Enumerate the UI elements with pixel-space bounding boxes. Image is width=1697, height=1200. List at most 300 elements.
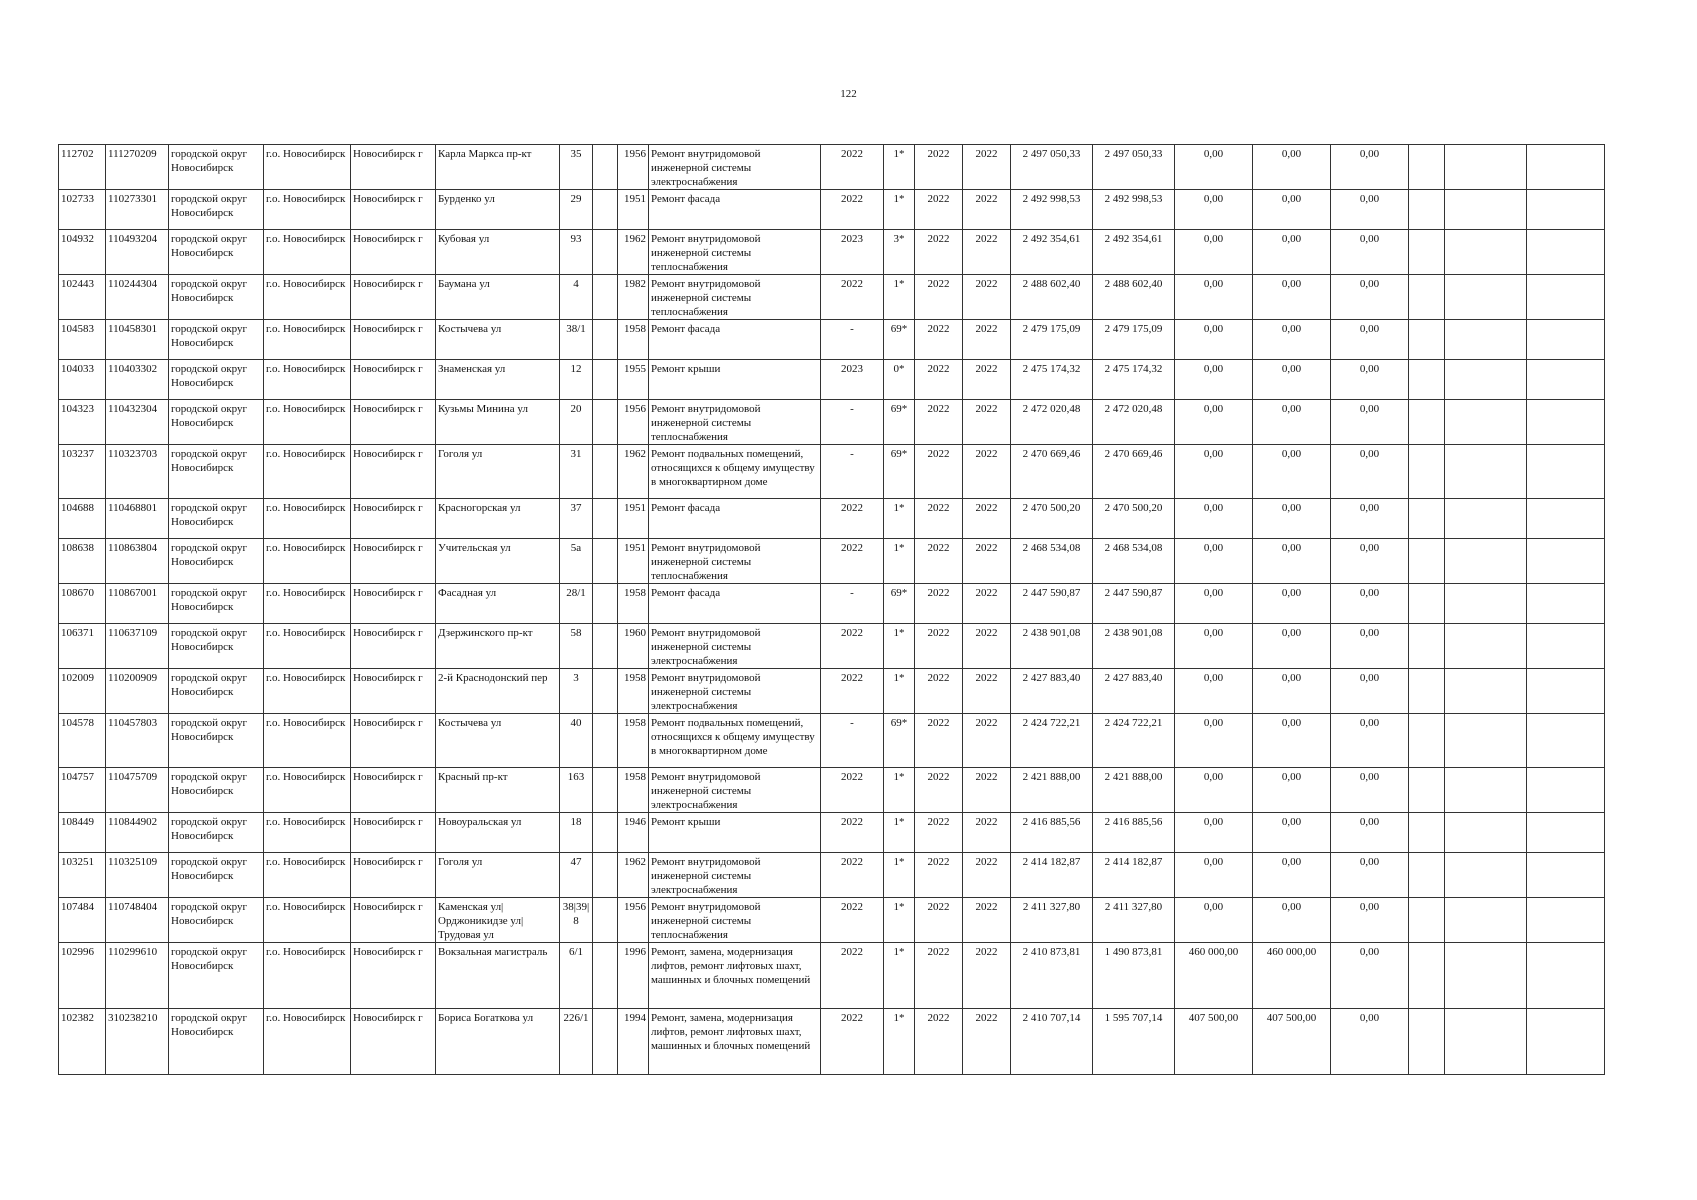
cell-house-code: 110432304 [106, 400, 169, 445]
cell-house-code: 110844902 [106, 813, 169, 853]
cell-work-type: Ремонт внутридомовой инженерной системы теплоснабжения [649, 898, 821, 943]
cell-extra-1 [1409, 853, 1445, 898]
cell-plan-year: - [821, 714, 884, 768]
cell-municipality: городской округ Новосибирск [169, 853, 264, 898]
cell-city-district: г.о. Новосибирск [264, 320, 351, 360]
cell-municipality: городской округ Новосибирск [169, 624, 264, 669]
cell-start-year: 2022 [915, 230, 963, 275]
cell-plan-year: 2022 [821, 813, 884, 853]
cell-total-cost: 2 411 327,80 [1011, 898, 1093, 943]
cell-cost-source-1: 2 492 998,53 [1093, 190, 1175, 230]
cell-locality: Новосибирск г [351, 624, 436, 669]
cell-building [593, 400, 618, 445]
cell-build-year: 1951 [618, 539, 649, 584]
cell-cost-source-4: 0,00 [1331, 400, 1409, 445]
cell-city-district: г.о. Новосибирск [264, 669, 351, 714]
cell-work-type: Ремонт, замена, модернизация лифтов, ремонт лифтовых шахт, машинных и блочных помещений [649, 943, 821, 1009]
cell-house-number: 38/1 [560, 320, 593, 360]
cell-cost-source-2: 460 000,00 [1175, 943, 1253, 1009]
cell-start-year: 2022 [915, 669, 963, 714]
cell-extra-3 [1527, 853, 1605, 898]
cell-street: Гоголя ул [436, 445, 560, 499]
cell-cost-source-3: 0,00 [1253, 768, 1331, 813]
cell-locality: Новосибирск г [351, 714, 436, 768]
cell-extra-3 [1527, 584, 1605, 624]
cell-cost-source-2: 0,00 [1175, 499, 1253, 539]
cell-house-number: 40 [560, 714, 593, 768]
cell-cost-source-3: 0,00 [1253, 499, 1331, 539]
cell-extra-2 [1445, 898, 1527, 943]
cell-extra-2 [1445, 360, 1527, 400]
cell-cost-source-4: 0,00 [1331, 539, 1409, 584]
cell-cost-source-2: 0,00 [1175, 230, 1253, 275]
cell-total-cost: 2 447 590,87 [1011, 584, 1093, 624]
cell-cost-source-3: 0,00 [1253, 898, 1331, 943]
cell-build-year: 1982 [618, 275, 649, 320]
cell-extra-2 [1445, 539, 1527, 584]
cell-priority: 69* [884, 445, 915, 499]
cell-building [593, 320, 618, 360]
cell-extra-2 [1445, 445, 1527, 499]
cell-street: Вокзальная магистраль [436, 943, 560, 1009]
cell-plan-year: 2022 [821, 768, 884, 813]
cell-municipality: городской округ Новосибирск [169, 275, 264, 320]
cell-plan-year: 2022 [821, 853, 884, 898]
cell-city-district: г.о. Новосибирск [264, 539, 351, 584]
cell-extra-1 [1409, 445, 1445, 499]
cell-cost-source-3: 0,00 [1253, 853, 1331, 898]
cell-plan-year: - [821, 320, 884, 360]
cell-cost-source-1: 2 470 669,46 [1093, 445, 1175, 499]
cell-extra-3 [1527, 320, 1605, 360]
cell-work-type: Ремонт подвальных помещений, относящихся к общему имуществу в многоквартирном доме [649, 445, 821, 499]
cell-record-id: 108449 [59, 813, 106, 853]
cell-building [593, 714, 618, 768]
cell-record-id: 104578 [59, 714, 106, 768]
cell-extra-3 [1527, 813, 1605, 853]
cell-city-district: г.о. Новосибирск [264, 943, 351, 1009]
cell-extra-2 [1445, 230, 1527, 275]
cell-house-code: 110457803 [106, 714, 169, 768]
cell-priority: 1* [884, 1009, 915, 1075]
cell-end-year: 2022 [963, 714, 1011, 768]
cell-building [593, 360, 618, 400]
cell-cost-source-2: 0,00 [1175, 714, 1253, 768]
cell-municipality: городской округ Новосибирск [169, 1009, 264, 1075]
cell-municipality: городской округ Новосибирск [169, 499, 264, 539]
cell-record-id: 108670 [59, 584, 106, 624]
cell-total-cost: 2 470 669,46 [1011, 445, 1093, 499]
cell-city-district: г.о. Новосибирск [264, 145, 351, 190]
cell-extra-3 [1527, 275, 1605, 320]
cell-cost-source-2: 0,00 [1175, 400, 1253, 445]
cell-start-year: 2022 [915, 853, 963, 898]
cell-building [593, 853, 618, 898]
cell-start-year: 2022 [915, 499, 963, 539]
cell-cost-source-3: 0,00 [1253, 669, 1331, 714]
cell-record-id: 104033 [59, 360, 106, 400]
table-row [59, 400, 1605, 445]
cell-city-district: г.о. Новосибирск [264, 714, 351, 768]
cell-cost-source-4: 0,00 [1331, 145, 1409, 190]
cell-house-code: 110273301 [106, 190, 169, 230]
cell-cost-source-3: 460 000,00 [1253, 943, 1331, 1009]
cell-city-district: г.о. Новосибирск [264, 400, 351, 445]
cell-city-district: г.о. Новосибирск [264, 190, 351, 230]
cell-end-year: 2022 [963, 624, 1011, 669]
cell-city-district: г.о. Новосибирск [264, 813, 351, 853]
cell-cost-source-4: 0,00 [1331, 853, 1409, 898]
cell-cost-source-2: 0,00 [1175, 813, 1253, 853]
cell-record-id: 104688 [59, 499, 106, 539]
cell-extra-1 [1409, 275, 1445, 320]
cell-municipality: городской округ Новосибирск [169, 669, 264, 714]
cell-municipality: городской округ Новосибирск [169, 360, 264, 400]
cell-cost-source-3: 0,00 [1253, 190, 1331, 230]
cell-cost-source-3: 0,00 [1253, 400, 1331, 445]
cell-street: Костычева ул [436, 320, 560, 360]
cell-house-code: 110493204 [106, 230, 169, 275]
cell-extra-3 [1527, 624, 1605, 669]
cell-cost-source-3: 0,00 [1253, 584, 1331, 624]
cell-municipality: городской округ Новосибирск [169, 445, 264, 499]
cell-city-district: г.о. Новосибирск [264, 768, 351, 813]
cell-locality: Новосибирск г [351, 1009, 436, 1075]
cell-end-year: 2022 [963, 499, 1011, 539]
cell-end-year: 2022 [963, 813, 1011, 853]
cell-plan-year: 2022 [821, 624, 884, 669]
cell-record-id: 103251 [59, 853, 106, 898]
cell-locality: Новосибирск г [351, 445, 436, 499]
cell-extra-1 [1409, 400, 1445, 445]
cell-cost-source-3: 407 500,00 [1253, 1009, 1331, 1075]
cell-total-cost: 2 470 500,20 [1011, 499, 1093, 539]
cell-city-district: г.о. Новосибирск [264, 898, 351, 943]
cell-locality: Новосибирск г [351, 145, 436, 190]
cell-end-year: 2022 [963, 275, 1011, 320]
cell-total-cost: 2 479 175,09 [1011, 320, 1093, 360]
cell-cost-source-4: 0,00 [1331, 943, 1409, 1009]
cell-extra-3 [1527, 445, 1605, 499]
cell-cost-source-1: 2 475 174,32 [1093, 360, 1175, 400]
cell-locality: Новосибирск г [351, 813, 436, 853]
cell-house-code: 110403302 [106, 360, 169, 400]
cell-plan-year: 2022 [821, 145, 884, 190]
cell-build-year: 1956 [618, 400, 649, 445]
cell-building [593, 445, 618, 499]
cell-record-id: 102996 [59, 943, 106, 1009]
cell-work-type: Ремонт внутридомовой инженерной системы теплоснабжения [649, 230, 821, 275]
cell-cost-source-4: 0,00 [1331, 320, 1409, 360]
cell-cost-source-3: 0,00 [1253, 539, 1331, 584]
cell-extra-2 [1445, 624, 1527, 669]
cell-house-code: 110863804 [106, 539, 169, 584]
cell-extra-3 [1527, 539, 1605, 584]
cell-start-year: 2022 [915, 584, 963, 624]
cell-cost-source-1: 2 427 883,40 [1093, 669, 1175, 714]
cell-locality: Новосибирск г [351, 943, 436, 1009]
cell-plan-year: 2022 [821, 499, 884, 539]
cell-house-number: 93 [560, 230, 593, 275]
cell-extra-1 [1409, 943, 1445, 1009]
cell-locality: Новосибирск г [351, 669, 436, 714]
cell-cost-source-2: 0,00 [1175, 539, 1253, 584]
cell-cost-source-3: 0,00 [1253, 230, 1331, 275]
cell-cost-source-4: 0,00 [1331, 445, 1409, 499]
cell-priority: 1* [884, 145, 915, 190]
cell-extra-3 [1527, 714, 1605, 768]
cell-house-number: 47 [560, 853, 593, 898]
cell-start-year: 2022 [915, 190, 963, 230]
cell-building [593, 943, 618, 1009]
cell-street: Знаменская ул [436, 360, 560, 400]
cell-build-year: 1956 [618, 145, 649, 190]
cell-building [593, 275, 618, 320]
table-row [59, 190, 1605, 230]
cell-work-type: Ремонт фасада [649, 190, 821, 230]
cell-start-year: 2022 [915, 145, 963, 190]
cell-extra-3 [1527, 768, 1605, 813]
cell-house-code: 111270209 [106, 145, 169, 190]
cell-end-year: 2022 [963, 320, 1011, 360]
cell-end-year: 2022 [963, 1009, 1011, 1075]
cell-house-code: 110323703 [106, 445, 169, 499]
cell-cost-source-2: 0,00 [1175, 145, 1253, 190]
cell-cost-source-1: 1 595 707,14 [1093, 1009, 1175, 1075]
cell-cost-source-4: 0,00 [1331, 669, 1409, 714]
cell-priority: 1* [884, 190, 915, 230]
cell-street: Красногорская ул [436, 499, 560, 539]
cell-record-id: 112702 [59, 145, 106, 190]
cell-extra-2 [1445, 943, 1527, 1009]
cell-house-number: 58 [560, 624, 593, 669]
cell-extra-1 [1409, 813, 1445, 853]
cell-start-year: 2022 [915, 539, 963, 584]
cell-extra-1 [1409, 669, 1445, 714]
table-row [59, 230, 1605, 275]
cell-start-year: 2022 [915, 445, 963, 499]
cell-cost-source-1: 2 414 182,87 [1093, 853, 1175, 898]
cell-cost-source-2: 0,00 [1175, 853, 1253, 898]
cell-building [593, 768, 618, 813]
cell-work-type: Ремонт фасада [649, 584, 821, 624]
cell-extra-1 [1409, 320, 1445, 360]
cell-start-year: 2022 [915, 898, 963, 943]
cell-plan-year: 2022 [821, 1009, 884, 1075]
cell-build-year: 1996 [618, 943, 649, 1009]
table-body [59, 145, 1605, 1075]
cell-extra-1 [1409, 145, 1445, 190]
cell-work-type: Ремонт внутридомовой инженерной системы электроснабжения [649, 768, 821, 813]
cell-house-number: 31 [560, 445, 593, 499]
cell-extra-2 [1445, 669, 1527, 714]
cell-total-cost: 2 492 354,61 [1011, 230, 1093, 275]
cell-cost-source-3: 0,00 [1253, 714, 1331, 768]
cell-house-code: 110244304 [106, 275, 169, 320]
cell-build-year: 1962 [618, 445, 649, 499]
cell-municipality: городской округ Новосибирск [169, 539, 264, 584]
cell-build-year: 1960 [618, 624, 649, 669]
cell-extra-1 [1409, 499, 1445, 539]
cell-city-district: г.о. Новосибирск [264, 275, 351, 320]
cell-extra-2 [1445, 1009, 1527, 1075]
cell-priority: 1* [884, 853, 915, 898]
cell-total-cost: 2 438 901,08 [1011, 624, 1093, 669]
cell-extra-1 [1409, 714, 1445, 768]
cell-cost-source-4: 0,00 [1331, 499, 1409, 539]
table-row [59, 539, 1605, 584]
cell-build-year: 1962 [618, 230, 649, 275]
cell-work-type: Ремонт внутридомовой инженерной системы электроснабжения [649, 624, 821, 669]
repair-program-table [58, 144, 1605, 1075]
cell-total-cost: 2 468 534,08 [1011, 539, 1093, 584]
cell-cost-source-1: 2 497 050,33 [1093, 145, 1175, 190]
cell-house-number: 6/1 [560, 943, 593, 1009]
cell-municipality: городской округ Новосибирск [169, 145, 264, 190]
cell-locality: Новосибирск г [351, 539, 436, 584]
cell-work-type: Ремонт фасада [649, 499, 821, 539]
cell-extra-3 [1527, 190, 1605, 230]
cell-start-year: 2022 [915, 275, 963, 320]
cell-city-district: г.о. Новосибирск [264, 499, 351, 539]
table-row [59, 320, 1605, 360]
cell-record-id: 102009 [59, 669, 106, 714]
cell-start-year: 2022 [915, 360, 963, 400]
cell-extra-3 [1527, 360, 1605, 400]
cell-city-district: г.о. Новосибирск [264, 230, 351, 275]
cell-locality: Новосибирск г [351, 190, 436, 230]
cell-cost-source-2: 0,00 [1175, 584, 1253, 624]
cell-extra-2 [1445, 499, 1527, 539]
cell-extra-3 [1527, 230, 1605, 275]
cell-start-year: 2022 [915, 768, 963, 813]
cell-start-year: 2022 [915, 624, 963, 669]
cell-plan-year: 2022 [821, 190, 884, 230]
cell-cost-source-4: 0,00 [1331, 584, 1409, 624]
cell-house-number: 37 [560, 499, 593, 539]
cell-end-year: 2022 [963, 190, 1011, 230]
cell-build-year: 1958 [618, 714, 649, 768]
cell-city-district: г.о. Новосибирск [264, 360, 351, 400]
cell-cost-source-3: 0,00 [1253, 145, 1331, 190]
cell-priority: 1* [884, 898, 915, 943]
cell-build-year: 1958 [618, 768, 649, 813]
cell-extra-2 [1445, 400, 1527, 445]
cell-cost-source-3: 0,00 [1253, 624, 1331, 669]
cell-cost-source-1: 2 479 175,09 [1093, 320, 1175, 360]
cell-house-number: 18 [560, 813, 593, 853]
cell-end-year: 2022 [963, 943, 1011, 1009]
cell-locality: Новосибирск г [351, 230, 436, 275]
cell-building [593, 1009, 618, 1075]
cell-extra-2 [1445, 584, 1527, 624]
cell-total-cost: 2 414 182,87 [1011, 853, 1093, 898]
cell-city-district: г.о. Новосибирск [264, 584, 351, 624]
cell-cost-source-2: 0,00 [1175, 898, 1253, 943]
cell-cost-source-4: 0,00 [1331, 624, 1409, 669]
cell-house-number: 35 [560, 145, 593, 190]
cell-locality: Новосибирск г [351, 400, 436, 445]
cell-cost-source-3: 0,00 [1253, 275, 1331, 320]
cell-start-year: 2022 [915, 400, 963, 445]
cell-start-year: 2022 [915, 1009, 963, 1075]
cell-end-year: 2022 [963, 669, 1011, 714]
cell-plan-year: 2022 [821, 275, 884, 320]
cell-building [593, 669, 618, 714]
cell-total-cost: 2 416 885,56 [1011, 813, 1093, 853]
cell-street: Баумана ул [436, 275, 560, 320]
cell-municipality: городской округ Новосибирск [169, 230, 264, 275]
table-row [59, 445, 1605, 499]
cell-municipality: городской округ Новосибирск [169, 943, 264, 1009]
cell-municipality: городской округ Новосибирск [169, 813, 264, 853]
cell-priority: 69* [884, 714, 915, 768]
cell-build-year: 1955 [618, 360, 649, 400]
cell-house-number: 5а [560, 539, 593, 584]
cell-priority: 69* [884, 320, 915, 360]
cell-record-id: 104323 [59, 400, 106, 445]
cell-build-year: 1956 [618, 898, 649, 943]
cell-house-code: 110468801 [106, 499, 169, 539]
cell-extra-2 [1445, 853, 1527, 898]
cell-priority: 1* [884, 539, 915, 584]
cell-extra-3 [1527, 943, 1605, 1009]
cell-extra-1 [1409, 360, 1445, 400]
table-row [59, 499, 1605, 539]
cell-municipality: городской округ Новосибирск [169, 898, 264, 943]
cell-end-year: 2022 [963, 360, 1011, 400]
table-row [59, 813, 1605, 853]
cell-cost-source-1: 2 468 534,08 [1093, 539, 1175, 584]
cell-priority: 69* [884, 584, 915, 624]
cell-cost-source-1: 2 447 590,87 [1093, 584, 1175, 624]
cell-city-district: г.о. Новосибирск [264, 853, 351, 898]
cell-cost-source-2: 0,00 [1175, 320, 1253, 360]
cell-building [593, 539, 618, 584]
cell-street: Карла Маркса пр-кт [436, 145, 560, 190]
cell-record-id: 102382 [59, 1009, 106, 1075]
table-row [59, 898, 1605, 943]
cell-build-year: 1958 [618, 584, 649, 624]
cell-cost-source-1: 1 490 873,81 [1093, 943, 1175, 1009]
cell-total-cost: 2 427 883,40 [1011, 669, 1093, 714]
cell-street: Учительская ул [436, 539, 560, 584]
cell-total-cost: 2 421 888,00 [1011, 768, 1093, 813]
cell-cost-source-4: 0,00 [1331, 360, 1409, 400]
cell-total-cost: 2 492 998,53 [1011, 190, 1093, 230]
cell-start-year: 2022 [915, 943, 963, 1009]
cell-extra-2 [1445, 190, 1527, 230]
cell-house-number: 12 [560, 360, 593, 400]
cell-house-number: 20 [560, 400, 593, 445]
cell-extra-1 [1409, 768, 1445, 813]
cell-extra-2 [1445, 813, 1527, 853]
cell-plan-year: - [821, 584, 884, 624]
cell-priority: 1* [884, 768, 915, 813]
cell-work-type: Ремонт внутридомовой инженерной системы теплоснабжения [649, 539, 821, 584]
table-row [59, 145, 1605, 190]
cell-extra-2 [1445, 320, 1527, 360]
cell-total-cost: 2 497 050,33 [1011, 145, 1093, 190]
cell-extra-2 [1445, 768, 1527, 813]
table-row [59, 943, 1605, 1009]
cell-cost-source-4: 0,00 [1331, 190, 1409, 230]
cell-house-number: 3 [560, 669, 593, 714]
cell-end-year: 2022 [963, 445, 1011, 499]
cell-building [593, 898, 618, 943]
cell-cost-source-2: 407 500,00 [1175, 1009, 1253, 1075]
cell-build-year: 1962 [618, 853, 649, 898]
